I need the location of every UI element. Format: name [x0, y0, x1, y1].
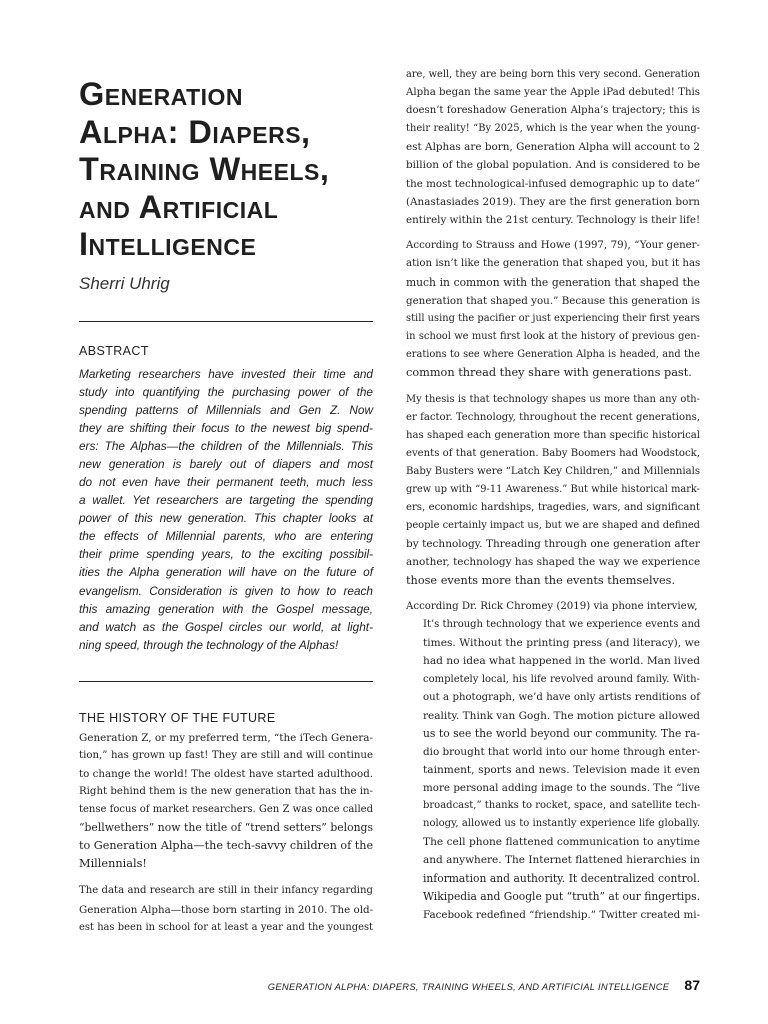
text-line: According to Strauss and Howe (1997, 79), “Your gener- — [406, 240, 700, 252]
quote-line: information and authority. It decentralized control. — [423, 871, 700, 885]
body-paragraph — [79, 729, 373, 874]
quote-line: Facebook redefined “friendship.” Twitter created mi- — [423, 908, 701, 921]
text-line: Generation Z, or my preferred term, “the iTech Genera- — [79, 731, 373, 744]
body-paragraph — [406, 598, 700, 924]
quote-line: It’s through technology that we experience events and — [423, 619, 701, 631]
text-line: another, technology has shaped the way we experience — [406, 556, 701, 569]
text-line: ation isn’t like the generation that shaped you, but it has — [406, 258, 701, 270]
text-line: According Dr. Rick Chromey (2019) via phone interview, — [406, 601, 698, 613]
text-line: they are shifting their focus to the newest big spend- — [79, 421, 373, 436]
text-line: Millennials! — [79, 857, 147, 871]
text-line: has shaped each generation more than specific historical — [406, 429, 700, 441]
text-line: do not even have their permanent teeth, much less — [79, 475, 373, 490]
text-line: The data and research are still in their infancy regarding — [79, 885, 373, 897]
body-paragraph — [406, 391, 700, 590]
text-line: entirely within the 21st century. Technology is their life! — [406, 213, 701, 226]
quote-line: had no idea what happened in the world. Man lived — [423, 655, 700, 668]
quote-line: completely local, his life revolved around family. With- — [423, 673, 700, 685]
text-line: still using the pacifier or just experiencing their first years — [406, 312, 700, 324]
quote-line: The cell phone flattened communication to anytime — [423, 836, 700, 849]
page-footer — [200, 975, 700, 994]
divider — [79, 321, 373, 322]
abstract-text — [79, 365, 373, 654]
history-heading: THE HISTORY OF THE FUTURE — [79, 710, 276, 725]
title-line: Alpha: Diapers, — [79, 113, 311, 150]
quote-line: times. Without the printing press (and literacy), we — [423, 637, 700, 650]
text-line: events of that generation. Baby Boomers had Woodstock, — [406, 447, 700, 459]
text-line: generation that shaped you.” Because this generation is — [406, 294, 700, 307]
text-line: spending patterns of Millennials and Gen Z. Now — [79, 403, 373, 418]
title-line: Generation — [79, 76, 244, 112]
quote-line: dio brought that world into our home through enter- — [423, 745, 701, 758]
abstract-heading: ABSTRACT — [79, 343, 149, 358]
quote-line: Wikipedia and Google put “truth” at our fingertips. — [423, 889, 701, 903]
text-line: Marketing researchers have invested their time and — [79, 366, 373, 381]
quote-line: and anywhere. The Internet flattened hierarchies in — [423, 854, 700, 867]
author-name: Sherri Uhrig — [79, 273, 170, 293]
quote-line: reality. Think van Gogh. The motion picture allowed — [423, 709, 700, 722]
running-title: GENERATION ALPHA: DIAPERS, TRAINING WHEELS, AND ARTIFICIAL INTELLIGENCE — [267, 981, 670, 992]
quote-line: us to see the world beyond our community. The ra- — [423, 726, 700, 740]
text-line: common thread they share with generations past. — [406, 366, 692, 379]
text-line: their reality! “By 2025, which is the year when the young- — [406, 123, 700, 135]
text-line: ning speed, through the technology of the Alphas! — [79, 637, 339, 652]
text-line: this amazing generation with the Gospel message, — [79, 601, 373, 616]
text-line: evangelism. Consideration is given to how to reach — [79, 583, 373, 598]
quote-line: broadcast,” thanks to rocket, space, and satellite tech- — [423, 800, 701, 812]
title-line: and Artificial — [79, 188, 279, 225]
quote-line: more personal adding image to the sounds. The “live — [423, 782, 700, 795]
text-line: er factor. Technology, throughout the recent generations, — [406, 411, 700, 423]
body-paragraph — [406, 66, 700, 229]
text-line: Baby Busters were “Latch Key Children,” and Millennials — [406, 465, 701, 477]
text-line: a wallet. Yet researchers are targeting the spending — [79, 493, 373, 508]
text-line: study into quantifying the purchasing power of the — [79, 385, 373, 400]
text-line: much in common with the generation that shaped the — [406, 275, 700, 289]
title-line: Intelligence — [79, 226, 257, 263]
text-line: power of this new generation. This chapter looks at — [79, 511, 373, 526]
text-line: Right behind them is the new generation that has the in- — [79, 786, 373, 797]
text-line: “bellwethers” now the title of “trend setters” belongs — [79, 821, 373, 835]
chapter-title — [79, 76, 373, 264]
text-line: ers, economic hardships, tragedies, wars, and significant — [406, 502, 700, 514]
text-line: new generation is barely out of diapers and most — [79, 457, 373, 472]
text-line: tense focus of market researchers. Gen Z was once called — [79, 804, 373, 816]
quote-line: out a photograph, we’d have only artists renditions of — [423, 691, 700, 703]
quote-line: nology, allowed us to instantly experience life globally. — [423, 818, 700, 830]
text-line: ities the Alpha generation will have on the future of — [79, 565, 373, 580]
right-column — [406, 66, 700, 924]
text-line: billion of the global population. And is considered to be — [406, 159, 700, 172]
text-line: their prime spending years, to the exciting possibil- — [79, 547, 373, 562]
text-line: doesn’t foreshadow Generation Alpha’s trajectory; this is — [406, 105, 700, 117]
text-line: to change the world! The oldest have started adulthood. — [79, 767, 374, 780]
text-line: those events more than the events themselves. — [406, 573, 676, 587]
text-line: the most technological-infused demographic up to date” — [406, 177, 701, 190]
text-line: erations to see where Generation Alpha is headed, and the — [406, 348, 700, 360]
body-paragraph — [79, 882, 373, 936]
text-line: people certainly impact us, but we are shaped and defined — [406, 520, 700, 532]
text-line: grew up with “9-11 Awareness.” But while historical mark- — [406, 484, 700, 496]
text-line: in school we must first look at the history of previous gen- — [406, 330, 700, 342]
quote-line: tainment, sports and news. Television made it even — [423, 763, 700, 776]
left-column — [79, 76, 373, 937]
body-paragraph — [406, 237, 700, 382]
text-line: the effects of Millennial parents, who are entering — [79, 529, 373, 544]
text-line: est Alphas are born, Generation Alpha will account to 2 — [406, 141, 700, 154]
title-line: Training Wheels, — [79, 151, 330, 188]
page-number: 87 — [684, 977, 700, 993]
text-line: Generation Alpha—those born starting in 2010. The old- — [79, 903, 374, 916]
text-line: and watch as the Gospel circles our world, at light- — [79, 619, 373, 634]
text-line: to Generation Alpha—the tech-savvy children of the — [79, 839, 374, 853]
text-line: My thesis is that technology shapes us more than any oth- — [406, 393, 700, 405]
text-line: ers: The Alphas—the children of the Millennials. This — [79, 439, 373, 454]
text-line: by technology. Threading through one generation after — [406, 538, 700, 551]
text-line: tion,” has grown up fast! They are still and will continue — [79, 749, 373, 761]
text-line: are, well, they are being born this very second. Generation — [406, 69, 700, 80]
text-line: (Anastasiades 2019). They are the first generation born — [406, 195, 700, 208]
text-line: est has been in school for at least a year and the youngest — [79, 921, 373, 933]
block-quote — [423, 616, 700, 924]
divider — [79, 681, 373, 682]
text-line: Alpha began the same year the Apple iPad debuted! This — [406, 87, 700, 99]
